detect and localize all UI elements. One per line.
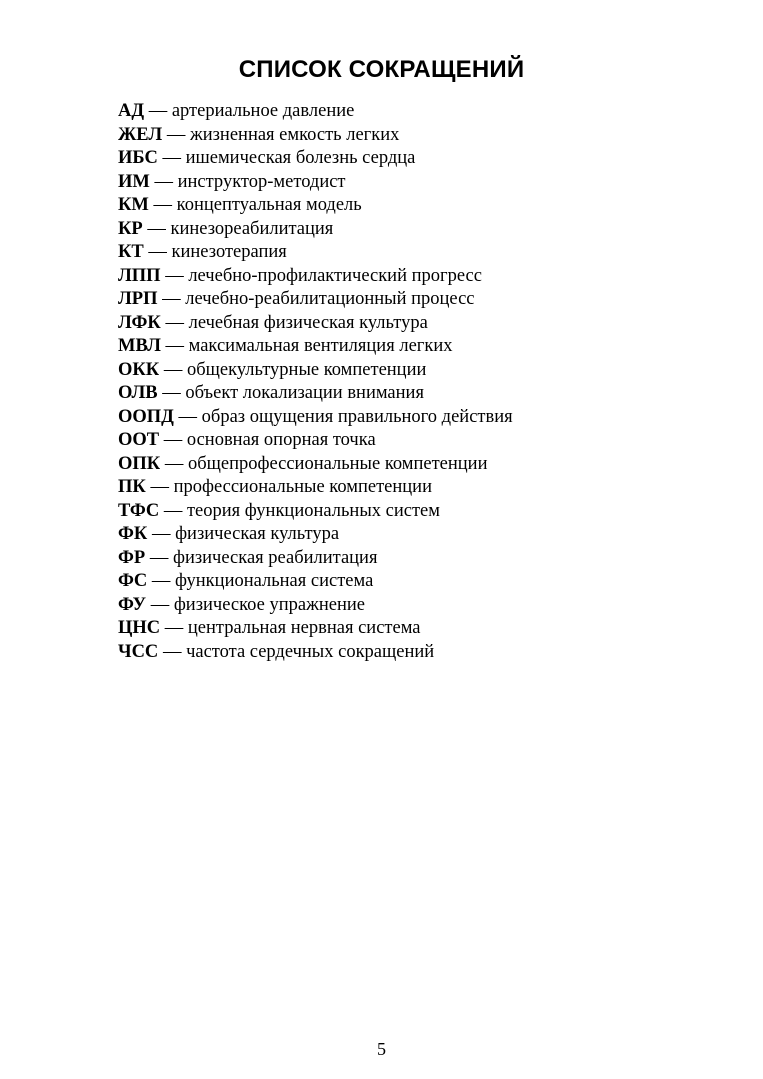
abbreviation-definition: — образ ощущения правильного действия bbox=[173, 406, 513, 427]
abbreviation-definition: — кинезореабилитация bbox=[142, 218, 334, 239]
abbreviation: ФР bbox=[118, 547, 146, 568]
abbreviation: МВЛ bbox=[118, 336, 161, 356]
list-item bbox=[118, 594, 738, 618]
abbreviation: ФС bbox=[118, 571, 148, 591]
list-item bbox=[118, 570, 738, 594]
abbreviation-definition: — ишемическая болезнь сердца bbox=[157, 148, 416, 168]
list-item bbox=[118, 500, 738, 524]
abbreviation: ЛРП bbox=[118, 289, 158, 309]
list-item bbox=[118, 523, 738, 547]
abbreviation: ПК bbox=[118, 477, 146, 497]
list-item bbox=[118, 547, 738, 571]
abbreviation: ТФС bbox=[118, 500, 160, 521]
abbreviation: ЦНС bbox=[118, 618, 161, 638]
abbreviation-definition: — жизненная емкость легких bbox=[162, 124, 400, 145]
list-item bbox=[118, 406, 738, 430]
list-item bbox=[118, 100, 738, 124]
list-item bbox=[118, 617, 738, 641]
list-item bbox=[118, 335, 738, 359]
abbreviation-definition: — частота сердечных сокращений bbox=[158, 641, 435, 662]
abbreviation: КТ bbox=[118, 242, 144, 262]
abbreviation-definition: — физическое упражнение bbox=[146, 594, 365, 615]
abbreviation: ФК bbox=[118, 524, 148, 544]
abbreviation: ЧСС bbox=[118, 641, 159, 662]
abbreviation-definition: — лечебная физическая культура bbox=[160, 312, 428, 333]
abbreviation-definition: — основная опорная точка bbox=[159, 430, 376, 450]
list-item bbox=[118, 429, 738, 453]
list-item bbox=[118, 382, 738, 406]
abbreviation-definition: — профессиональные компетенции bbox=[145, 477, 432, 497]
abbreviation-definition: — артериальное давление bbox=[144, 101, 355, 121]
abbreviation: КМ bbox=[118, 195, 149, 215]
list-item bbox=[118, 476, 738, 500]
abbreviation: ОПК bbox=[118, 453, 161, 474]
list-item bbox=[118, 453, 738, 477]
list-item bbox=[118, 312, 738, 336]
abbreviation: КР bbox=[118, 218, 143, 239]
list-item bbox=[118, 218, 738, 242]
list-item bbox=[118, 288, 738, 312]
list-item bbox=[118, 194, 738, 218]
abbreviation: ООТ bbox=[118, 430, 160, 450]
list-item bbox=[118, 241, 738, 265]
abbreviation-definition: — физическая культура bbox=[147, 524, 340, 544]
list-item bbox=[118, 641, 738, 665]
abbreviation-definition: — общепрофессиональные компетенции bbox=[160, 453, 488, 474]
abbreviation: ФУ bbox=[118, 594, 147, 615]
abbreviation-definition: — теория функциональных систем bbox=[159, 500, 440, 521]
abbreviation: ЛФК bbox=[118, 312, 161, 333]
list-item bbox=[118, 124, 738, 148]
abbreviation: АД bbox=[118, 101, 145, 121]
abbreviation-definition: — концептуальная модель bbox=[148, 195, 362, 215]
abbreviation: ИБС bbox=[118, 148, 158, 168]
abbreviation: ОКК bbox=[118, 359, 160, 380]
abbreviation: ЛПП bbox=[118, 265, 161, 286]
abbreviation-definition: — инструктор-методист bbox=[149, 171, 346, 192]
abbreviation-definition: — лечебно-профилактический прогресс bbox=[160, 265, 482, 286]
abbreviation: ИМ bbox=[118, 171, 150, 192]
abbreviation-definition: — лечебно-реабилитационный процесс bbox=[157, 289, 475, 309]
abbreviation-definition: — объект локализации внимания bbox=[157, 383, 424, 403]
list-item bbox=[118, 171, 738, 195]
abbreviation-definition: — общекультурные компетенции bbox=[159, 359, 427, 380]
abbreviation-definition: — функциональная система bbox=[147, 571, 374, 591]
abbreviation-definition: — максимальная вентиляция легких bbox=[160, 336, 453, 356]
abbreviation: ОЛВ bbox=[118, 383, 158, 403]
list-item bbox=[118, 359, 738, 383]
page-number: 5 bbox=[377, 1039, 386, 1059]
abbreviation: ЖЕЛ bbox=[118, 124, 163, 145]
abbreviation-definition: — центральная нервная система bbox=[160, 618, 421, 638]
abbreviation-definition: — физическая реабилитация bbox=[145, 547, 378, 568]
page-title: СПИСОК СОКРАЩЕНИЙ bbox=[238, 56, 525, 83]
abbreviation-list bbox=[118, 100, 738, 664]
list-item bbox=[118, 147, 738, 171]
abbreviation: ООПД bbox=[118, 406, 174, 427]
abbreviation-definition: — кинезотерапия bbox=[143, 242, 287, 262]
list-item bbox=[118, 265, 738, 289]
